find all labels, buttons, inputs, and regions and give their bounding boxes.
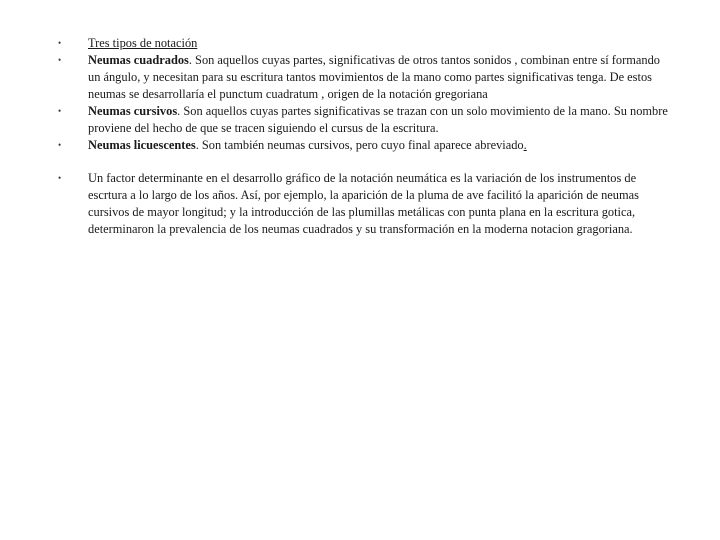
term-neumas-licuescentes: Neumas licuescentes: [88, 138, 196, 152]
definition-neumas-licuescentes: . Son también neumas cursivos, pero cuyo final aparece abreviado: [195, 138, 524, 152]
bullet-icon: •: [58, 106, 62, 116]
bullet-icon: •: [58, 38, 62, 48]
list-item-tipos-notacion: [58, 35, 668, 52]
term-neumas-cuadrados: Neumas cuadrados: [88, 53, 189, 67]
definition-end-mark: .: [523, 138, 527, 152]
term-neumas-cursivos: Neumas cursivos: [88, 104, 178, 118]
paragraph-factor-determinante: Un factor determinante en el desarrollo gráfico de la notación neumática es la variación de los instrumentos de escrtura a lo largo de los años. Así, por ejemplo, la aparición de la pluma de ave facilitó la aparición de neumas cursivos de mayor longitud; y la introducción de las plumillas metálicas con punta plana en la escritura gotica, determinaron la prevalencia de los neumas cuadrados y su transformación en la moderna notacion gragoriana.: [88, 171, 639, 236]
bullet-icon: •: [58, 140, 62, 150]
definition-neumas-cuadrados: . Son aquellos cuyas partes, significativas de otros tantos sonidos , combinan entre sí formando un ángulo, y necesitan para su escritura tantos movimientos de la mano como partes significativas tenga. De estos neumas se desarrollaría el punctum cuadratum , origen de la notación gregoriana: [88, 53, 660, 101]
list-item-neumas-licuescentes: [58, 137, 668, 154]
definition-neumas-cursivos: . Son aquellos cuyas partes significativas se trazan con un solo movimiento de la mano. Su nombre proviene del hecho de que se tracen siguiendo el cursus de la escritura.: [88, 104, 668, 135]
list-item-factor-determinante: [58, 170, 668, 238]
bullet-list: [58, 35, 668, 238]
bullet-icon: •: [58, 173, 62, 183]
list-item-neumas-cursivos: [58, 103, 668, 137]
section-title: Tres tipos de notación: [88, 36, 198, 50]
list-item-neumas-cuadrados: [58, 52, 668, 103]
bullet-icon: •: [58, 55, 62, 65]
